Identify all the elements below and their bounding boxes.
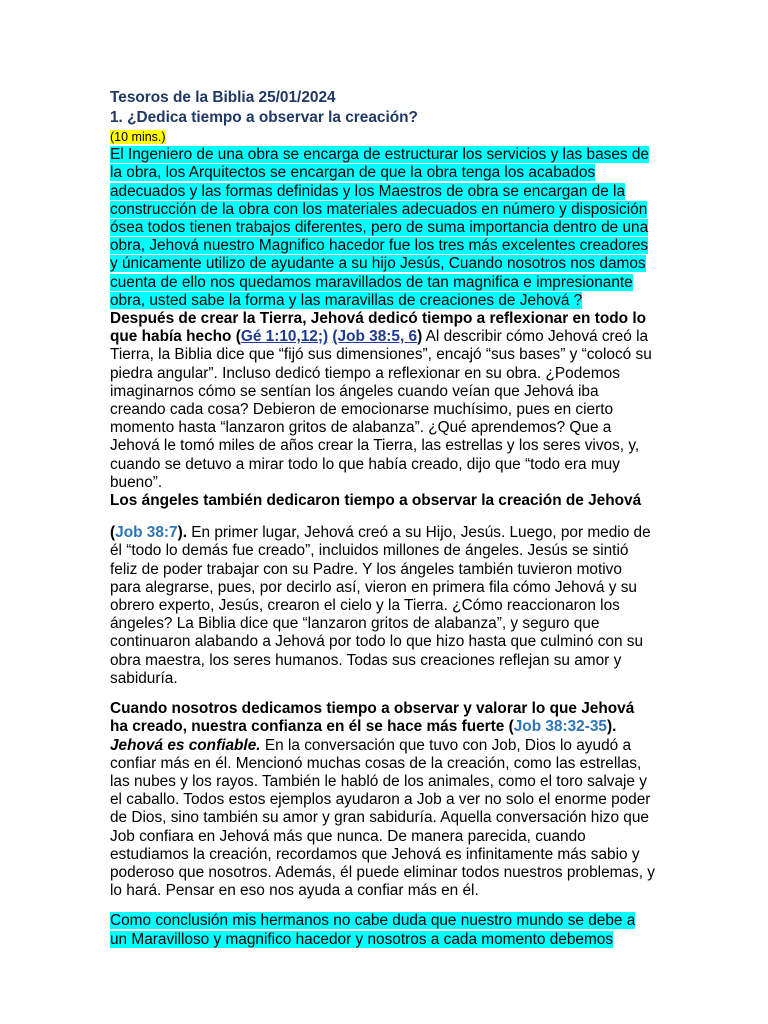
conclusion-paragraph xyxy=(110,912,655,948)
section1-heading: Después de crear la Tierra, Jehová dedicó tiempo a reflexionar en todo lo que había hecho ( xyxy=(110,310,647,346)
section2-heading: Los ángeles también dedicaron tiempo a observar la creación de Jehová xyxy=(110,492,642,510)
scripture-link-ge-1-10[interactable]: Gé 1:10,12;) xyxy=(240,328,329,346)
section2-open-paren: ( xyxy=(110,524,116,542)
scripture-link-job-38-7[interactable]: Job 38:7 xyxy=(115,524,178,542)
intro-paragraph xyxy=(110,146,655,310)
section3-body: En la conversación que tuvo con Job, Dios lo ayudó a confiar más en él. Mencionó muchas cosas de la creación, como las estrellas, las nubes y los rayos. También le habló de los animales, como el toro salvaje y el caballo. Todos estos ejemplos ayudaron a Job a ver no solo el enorme poder de Dios, sino también su amor y gran sabiduría. Aquella conversación hizo que Job confiara en Jehová más que nunca. De manera parecida, cuando estudiamos la creación, recordamos que Jehová es infinitamente más sabio y poderoso que nosotros. Además, él puede eliminar todos nuestros problemas, y lo hará. Pensar en eso nos ayuda a confiar más en él. xyxy=(110,736,655,900)
section2-body: En primer lugar, Jehová creó a su Hijo, Jesús. Luego, por medio de él “todo lo demás fue creado”, incluidos millones de ángeles. Jesús se sintió feliz de poder trabajar con su Padre. Y los ángeles también tuvieron motivo para alegrarse, pues, por decirlo así, vieron en primera fila cómo Jehová y su obrero experto, Jesús, crearon el cielo y la Tierra. ¿Cómo reaccionaron los ángeles? La Biblia dice que “lanzaron gritos de alabanza”, y seguro que continuaron alabando a Jehová por todo lo que hizo hasta que culminó con su obra maestra, los seres humanos. Todas sus creaciones reflejan su amor y sabiduría. xyxy=(110,524,651,687)
document-title: Tesoros de la Biblia 25/01/2024 xyxy=(110,89,336,106)
section1-body: Al describir cómo Jehová creó la Tierra, la Biblia dice que “fijó sus dimensiones”, encajó “sus bases” y “colocó su piedra angular”. Incluso dedicó tiempo a reflexionar en su obra. ¿Podemos imaginarnos cómo se sentían los ángeles cuando veían que Jehová iba creando cada cosa? Debieron de emocionarse muchísimo, pues en cierto momento hasta “lanzaron gritos de alabanza”. ¿Qué aprendemos? Que a Jehová le tomó miles de años crear la Tierra, las estrellas y los seres vivos, y, cuando se detuvo a mirar todo lo que había creado, dijo que “todo era muy bueno”. xyxy=(110,328,652,491)
section2-close-paren: ). xyxy=(177,524,187,542)
section3-heading: Cuando nosotros dedicamos tiempo a observar y valorar lo que Jehová ha creado, nuestra confianza en él se hace más fuerte ( xyxy=(110,700,635,736)
conclusion-highlight: Como conclusión mis hermanos no cabe duda que nuestro mundo se debe a un Maravilloso y magnifico hacedor y nosotros a cada momento debemos xyxy=(110,912,636,948)
section3-emphasis: Jehová es confiable. xyxy=(110,736,261,754)
section3-close-paren: ). xyxy=(606,718,617,736)
document-page xyxy=(110,88,655,949)
section3-paragraph xyxy=(110,700,655,900)
scripture-link-job-38-32[interactable]: Job 38:32-35 xyxy=(513,718,607,736)
scripture-link-job-38-5[interactable]: (Job 38:5, 6 xyxy=(332,328,418,346)
section1-close-paren: ) xyxy=(417,328,423,346)
duration-badge: (10 mins.) xyxy=(110,130,166,144)
section1-paragraph xyxy=(110,310,655,492)
intro-highlight: El Ingeniero de una obra se encarga de estructurar los servicios y las bases de la obra, los Arquitectos se encargan de que la obra tenga los acabados adecuados y las formas definidas y los Maestros de obra se encargan de la construcción de la obra con los materiales adecuados en número y disposición ósea todos tienen trabajos diferentes, pero de suma importancia dentro de una obra, Jehová nuestro Magnifico hacedor fue los tres más excelentes creadores y únicamente utilizo de ayudante a su hijo Jesús, Cuando nosotros nos damos cuenta de ello nos quedamos maravillados de tan magnifica e impresionante obra, usted sabe la forma y las maravillas de creaciones de Jehová ? xyxy=(110,146,649,309)
section2-paragraph xyxy=(110,524,655,688)
section-title: 1. ¿Dedica tiempo a observar la creación? xyxy=(110,109,418,126)
